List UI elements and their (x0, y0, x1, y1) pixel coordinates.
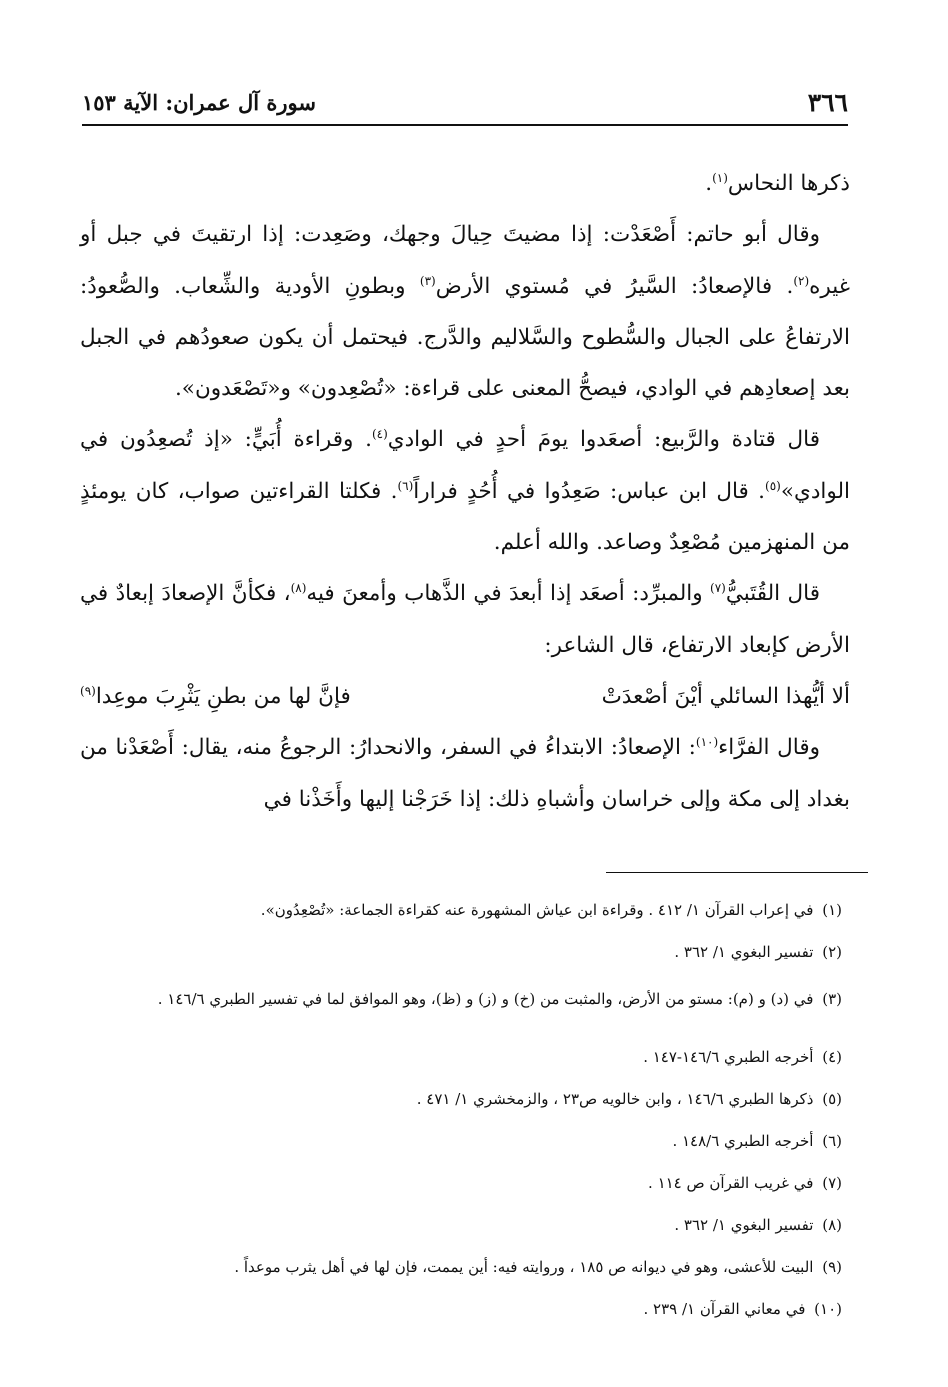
paragraph-text: قال قتادة والرَّبيع: أصعَدوا يومَ أحدٍ في الوادي (387, 427, 820, 453)
paragraph-text: . قال ابن عباس: صَعِدُوا في أُحُدٍ فراراً (413, 478, 766, 504)
page-header (82, 82, 848, 122)
footnote (80, 1089, 850, 1131)
footnote-number: (٥) (822, 1090, 842, 1108)
footnote-number: (٧) (822, 1174, 842, 1192)
footnote-number: (٤) (822, 1048, 842, 1066)
header-rule (82, 124, 848, 126)
verse-first-hemistich: ألا أيُّهذا السائلي أيْنَ أصْعدَتْ (601, 683, 850, 709)
paragraph-text: قال القُتَبيُّ (725, 581, 820, 607)
paragraph-text: وقال أبو حاتم: أَصْعَدْت: إذا مضيتَ حِيالَ وجهك، وصَعِدت: إذا ارتقيتَ في جبل أو غيره (80, 222, 850, 299)
footnote-ref: (١٠) (695, 735, 719, 750)
footnote (80, 984, 850, 1047)
footnote-number: (١٠) (814, 1300, 842, 1318)
paragraph-text: ذكرها النحاس (727, 171, 850, 196)
footnote-ref: (٩) (80, 683, 96, 698)
footnote-ref: (٨) (290, 581, 307, 596)
footnote-text: أخرجه الطبري ١٤٦/٦-١٤٧ . (643, 1048, 814, 1066)
footnote-ref: (٦) (397, 478, 414, 493)
paragraph-text: . فكلتا القراءتين صواب، كان يومئذٍ من المنهزمين مُصْعِدٌ وصاعد. والله أعلم. (80, 478, 850, 556)
paragraph-2 (80, 209, 850, 414)
footnote (80, 1215, 850, 1257)
footnote-ref: (٧) (710, 581, 726, 596)
paragraph-text: والمبرِّد: أصعَد إذا أبعدَ في الذَّهاب وأمعنَ فيه (306, 581, 711, 607)
paragraph-text: ، فكأنَّ الإصعادَ إبعادٌ في الأرض كإبعاد الارتفاع، قال الشاعر: (80, 581, 850, 658)
footnote-ref: (٣) (419, 273, 436, 288)
paragraph-4 (80, 568, 850, 671)
verse-second-hemistich (80, 671, 351, 722)
footnotes (80, 900, 850, 1341)
footnote (80, 1257, 850, 1299)
footnote-text: في معاني القرآن ١/ ٢٣٩ . (643, 1300, 806, 1318)
footnote-text: البيت للأعشى، وهو في ديوانه ص ١٨٥ ، وروايته فيه: أين يممت، فإن لها في أهل يثرب موعداً . (234, 1258, 814, 1276)
verse-text: فإنَّ لها من بطنِ يَثْرِبَ موعِدا (95, 683, 351, 709)
paragraph-text: . فالإصعادُ: السَّيرُ في مُستوي الأرض (435, 273, 794, 299)
footnote (80, 942, 850, 984)
footnote-number: (٢) (822, 943, 842, 961)
paragraph-text: . وقراءة أُبَيٍّ: «إذ تُصعِدُون في الوادي» (80, 427, 851, 504)
footnote-ref: (٢) (793, 273, 810, 288)
footnote-text: في (د) و (م): مستو من الأرض، والمثبت من (خ) و (ز) و (ظ)، وهو الموافق لما في تفسير الطبري ١٤٦/٦ . (157, 990, 814, 1008)
footnote-number: (٣) (822, 990, 842, 1008)
paragraph-text: . (705, 171, 713, 196)
footnote (80, 1131, 850, 1173)
poetry-verse (80, 671, 850, 722)
footnote-number: (٨) (822, 1216, 842, 1234)
footnote (80, 900, 850, 942)
paragraph-5 (80, 722, 850, 825)
footnote-text: ذكرها الطبري ١٤٦/٦ ، وابن خالويه ص٢٣ ، والزمخشري ١/ ٤٧١ . (416, 1090, 814, 1108)
footnote-ref: (١) (712, 170, 728, 185)
footnote-number: (١) (822, 901, 842, 919)
footnote-text: أخرجه الطبري ١٤٨/٦ . (672, 1132, 814, 1150)
footnote (80, 1173, 850, 1215)
paragraph-1 (80, 158, 850, 209)
footnote-ref: (٤) (371, 427, 388, 442)
paragraph-3 (80, 414, 850, 568)
main-text (80, 158, 850, 825)
footnote-text: في غريب القرآن ص ١١٤ . (648, 1174, 814, 1192)
footnote-text: تفسير البغوي ١/ ٣٦٢ . (674, 1216, 814, 1234)
footnote-number: (٦) (822, 1132, 842, 1150)
running-title: سورة آل عمران: الآية ١٥٣ (82, 90, 316, 115)
footnote-separator (606, 872, 868, 873)
footnote-number: (٩) (822, 1258, 842, 1276)
paragraph-text: : الإصعادُ: الابتداءُ في السفر، والانحدارُ: الرجوعُ منه، يقال: أَصْعَدْنا من بغداد إلى مكة وإلى خراسان وأشباهِ ذلك: إذا خَرَجْنا إليها وأَخَذْنا في (80, 735, 850, 812)
footnote-ref: (٥) (765, 478, 781, 493)
paragraph-text: وقال الفرَّاء (718, 735, 820, 761)
page-number: ٣٦٦ (807, 88, 848, 117)
footnote (80, 1299, 850, 1341)
footnote-text: تفسير البغوي ١/ ٣٦٢ . (674, 943, 814, 961)
paragraph-text: وبطونِ الأودية والشِّعاب. والصُّعودُ: الارتفاعُ على الجبال والسُّطوح والسَّلاليم والدَّرج. فيحتمل أن يكون صعودُهم في الجبل بعد إصعادِهم في الوادي، فيصحُّ المعنى على قراءة: «تُصْعِدون» و«تَصْعَدون». (80, 273, 850, 402)
footnote (80, 1047, 850, 1089)
footnote-text: في إعراب القرآن ١/ ٤١٢ . وقراءة ابن عياش المشهورة عنه كقراءة الجماعة: «تُصْعِدُون». (260, 901, 814, 919)
